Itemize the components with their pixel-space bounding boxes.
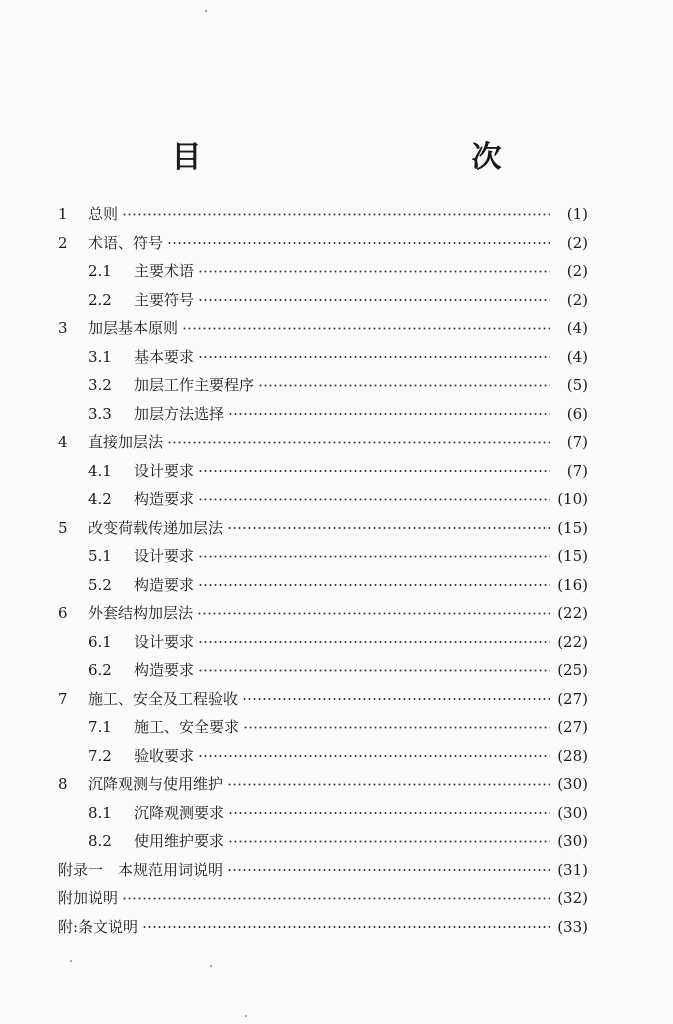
toc-entry-number: 3.2	[88, 376, 112, 394]
toc-entry-number: 8	[58, 775, 68, 793]
dot-leader	[197, 599, 550, 628]
toc-entry	[58, 913, 588, 942]
toc-entry-number: 1	[58, 205, 68, 223]
scan-speck	[205, 10, 207, 12]
toc-entry-label: 主要符号	[134, 290, 195, 309]
toc-entry-label: 主要术语	[134, 262, 195, 280]
dot-leader	[198, 257, 550, 286]
toc-entry-label: 构造要求	[134, 661, 195, 679]
toc-entry-number: 5	[58, 518, 68, 537]
dot-leader	[198, 457, 550, 486]
toc-entry	[58, 571, 588, 600]
toc-entry-page: (4)	[566, 319, 588, 337]
toc-entry-label: 构造要求	[134, 575, 195, 594]
toc-entry-number: 2	[58, 233, 68, 252]
toc-entry-label: 沉降观测要求	[134, 803, 225, 822]
dot-leader	[167, 229, 550, 258]
dot-leader	[227, 770, 550, 799]
toc-entry	[58, 856, 588, 885]
toc-entry-page: (4)	[566, 347, 588, 366]
toc-entry	[58, 457, 588, 486]
toc-entry-label: 附:条文说明	[58, 917, 139, 936]
dot-leader	[243, 713, 550, 742]
toc-entry-number: 6	[58, 604, 68, 622]
toc-entry-label: 设计要求	[134, 632, 195, 651]
toc-entry-page: (15)	[557, 547, 588, 565]
toc-entry	[58, 485, 588, 514]
toc-entry-page: (30)	[557, 803, 588, 822]
toc-entry	[58, 514, 588, 543]
toc-entry-number: 2.1	[88, 262, 112, 280]
toc-entry	[58, 371, 588, 400]
toc-entry-label: 基本要求	[134, 347, 195, 366]
dot-leader	[198, 571, 550, 600]
toc-entry-page: (28)	[557, 746, 588, 765]
dot-leader	[198, 485, 550, 514]
toc-entry-page: (30)	[557, 775, 588, 793]
scan-speck	[210, 965, 212, 967]
toc-entry-page: (7)	[566, 433, 588, 451]
toc-entry-label: 附加说明	[58, 889, 119, 907]
dot-leader	[142, 913, 550, 942]
page-title: 目 次	[171, 140, 572, 175]
dot-leader	[227, 514, 550, 543]
dot-leader	[122, 884, 550, 913]
toc-entry-page: (2)	[566, 262, 588, 280]
toc-entry-label: 加层工作主要程序	[134, 376, 255, 394]
toc-entry	[58, 343, 588, 372]
toc-entry-page: (30)	[557, 832, 588, 850]
toc-entry	[58, 884, 588, 913]
toc-entry-label: 使用维护要求	[134, 832, 225, 850]
toc-entry-number: 5.2	[88, 575, 112, 594]
toc-entry	[58, 827, 588, 856]
toc-entry-number: 3.3	[88, 404, 112, 423]
toc-entry	[58, 314, 588, 343]
toc-entry-label: 附录一 本规范用词说明	[58, 860, 224, 879]
dot-leader	[228, 400, 550, 429]
toc-entry-page: (6)	[566, 404, 588, 423]
toc-entry-number: 4	[58, 433, 68, 451]
dot-leader	[242, 685, 550, 714]
toc-entry-number: 2.2	[88, 290, 112, 309]
toc-entry-page: (22)	[557, 632, 588, 651]
toc-entry	[58, 599, 588, 628]
toc-entry	[58, 428, 588, 457]
toc-entry-page: (7)	[566, 461, 588, 480]
toc-entry-number: 8.2	[88, 832, 112, 850]
toc-entry-label: 沉降观测与使用维护	[88, 775, 224, 793]
toc-entry-label: 直接加层法	[88, 433, 164, 451]
toc-entry-number: 7.2	[88, 746, 112, 765]
toc-entry-page: (2)	[566, 233, 588, 252]
toc-entry-label: 验收要求	[134, 746, 195, 765]
toc-entry-page: (2)	[566, 290, 588, 309]
toc-entry-label: 施工、安全要求	[134, 718, 240, 736]
toc-entry-page: (22)	[557, 604, 588, 622]
toc-entry-label: 施工、安全及工程验收	[88, 689, 239, 708]
toc-entry	[58, 628, 588, 657]
dot-leader	[167, 428, 550, 457]
dot-leader	[258, 371, 550, 400]
dot-leader	[198, 542, 550, 571]
dot-leader	[228, 799, 550, 828]
toc-entry-page: (33)	[557, 917, 588, 936]
toc-entry-number: 4.1	[88, 461, 112, 480]
toc-entry-page: (10)	[557, 490, 588, 508]
toc-entry-number: 8.1	[88, 803, 112, 822]
dot-leader	[198, 286, 550, 315]
toc-entry	[58, 656, 588, 685]
toc-entry	[58, 229, 588, 258]
toc-entry-label: 设计要求	[134, 547, 195, 565]
toc-entry-label: 改变荷载传递加层法	[88, 518, 224, 537]
toc-entry-label: 加层方法选择	[134, 404, 225, 423]
toc-entry-number: 7.1	[88, 718, 112, 736]
dot-leader	[198, 656, 550, 685]
toc-entry-page: (15)	[557, 518, 588, 537]
toc-entry-label: 外套结构加层法	[88, 604, 194, 622]
toc-entry-page: (16)	[557, 575, 588, 594]
toc-entry-label: 加层基本原则	[88, 319, 179, 337]
scan-speck	[245, 1015, 247, 1017]
toc-entry	[58, 770, 588, 799]
scan-speck	[70, 960, 72, 962]
toc-entry-number: 5.1	[88, 547, 112, 565]
dot-leader	[198, 343, 550, 372]
toc-entry-page: (5)	[566, 376, 588, 394]
toc-entry-number: 4.2	[88, 490, 112, 508]
dot-leader	[228, 827, 550, 856]
toc-entry-number: 3.1	[88, 347, 112, 366]
toc-entry	[58, 685, 588, 714]
toc-entry-page: (31)	[557, 860, 588, 879]
dot-leader	[182, 314, 550, 343]
toc-entry-label: 术语、符号	[88, 233, 164, 252]
toc-entry-number: 7	[58, 689, 68, 708]
toc-entry-page: (25)	[557, 661, 588, 679]
toc-entry-number: 6.1	[88, 632, 112, 651]
dot-leader	[227, 856, 550, 885]
dot-leader	[198, 742, 550, 771]
toc-entry-number: 3	[58, 319, 68, 337]
toc-entry	[58, 257, 588, 286]
toc-entry	[58, 799, 588, 828]
toc-entry	[58, 713, 588, 742]
toc-entry	[58, 286, 588, 315]
toc-entry-label: 总则	[88, 205, 119, 223]
toc-entry-page: (27)	[557, 718, 588, 736]
toc-entry-page: (27)	[557, 689, 588, 708]
toc-entry-page: (32)	[557, 889, 588, 907]
toc-entry-number: 6.2	[88, 661, 112, 679]
toc-entry-label: 设计要求	[134, 461, 195, 480]
toc-entry	[58, 742, 588, 771]
toc-entry	[58, 400, 588, 429]
toc-entry-page: (1)	[566, 205, 588, 223]
table-of-contents	[58, 200, 588, 941]
dot-leader	[122, 200, 550, 229]
toc-entry	[58, 542, 588, 571]
dot-leader	[198, 628, 550, 657]
toc-entry-label: 构造要求	[134, 490, 195, 508]
toc-entry	[58, 200, 588, 229]
